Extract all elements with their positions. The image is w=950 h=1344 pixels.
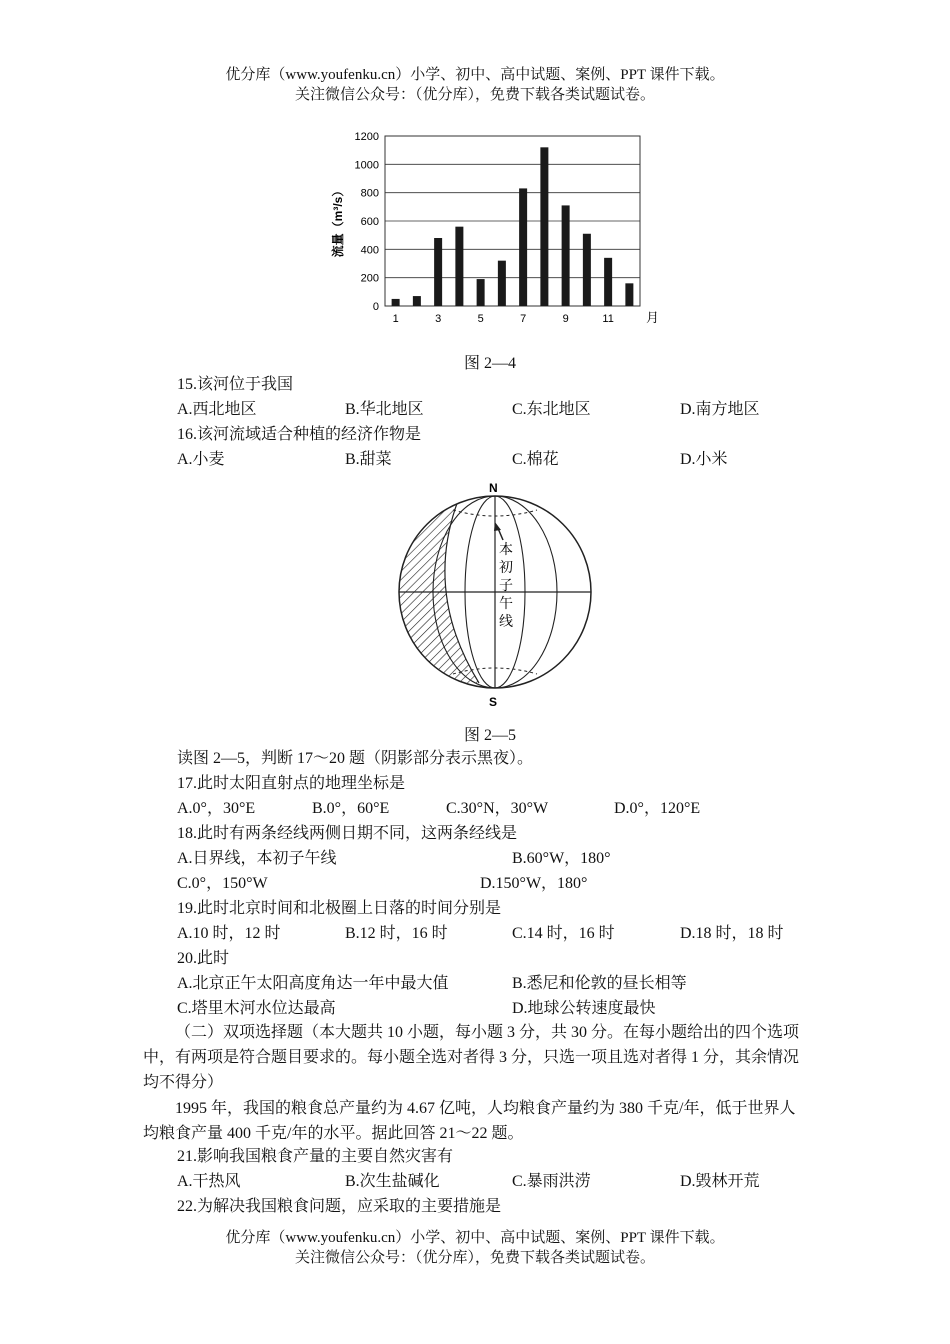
header-line-2: 关注微信公众号：（优分库），免费下载各类试题试卷。 — [294, 87, 655, 103]
q19-option-a[interactable]: A.10 时，12 时 — [177, 925, 281, 942]
question-18-stem: 18.此时有两条经线两侧日期不同，这两条经线是 — [177, 825, 518, 842]
q15-option-c[interactable]: C.东北地区 — [512, 401, 591, 418]
globe-diagram — [375, 478, 615, 708]
q15-option-d[interactable]: D.南方地区 — [680, 401, 760, 418]
q17-option-d[interactable]: D.0°，120°E — [614, 800, 701, 817]
y-tick-label: 800 — [360, 187, 379, 200]
footer-line-2: 关注微信公众号：（优分库），免费下载各类试题试卷。 — [294, 1250, 655, 1266]
q17-option-c[interactable]: C.30°N，30°W — [446, 800, 549, 817]
q19-option-d[interactable]: D.18 时，18 时 — [680, 925, 784, 942]
y-tick-label: 200 — [360, 272, 379, 285]
q20-option-b[interactable]: B.悉尼和伦敦的昼长相等 — [512, 975, 687, 992]
q16-option-c[interactable]: C.棉花 — [512, 451, 559, 468]
meridian-label-char: 线 — [499, 613, 513, 629]
question-16-stem: 16.该河流域适合种植的经济作物是 — [177, 426, 422, 443]
question-20-stem: 20.此时 — [177, 950, 230, 967]
bar-month-3 — [434, 238, 442, 306]
intro-17-20: 读图 2—5，判断 17～20 题（阴影部分表示黑夜）。 — [177, 750, 534, 767]
q20-option-a[interactable]: A.北京正午太阳高度角达一年中最大值 — [177, 975, 449, 992]
q18-option-d[interactable]: D.150°W，180° — [480, 875, 588, 892]
header-line-1: 优分库（www.youfenku.cn）小学、初中、高中试题、案例、PPT 课件下载。 — [225, 67, 725, 83]
y-tick-label: 400 — [360, 244, 379, 257]
q17-option-a[interactable]: A.0°，30°E — [177, 800, 256, 817]
question-19-stem: 19.此时北京时间和北极圈上日落的时间分别是 — [177, 900, 502, 917]
q21-option-b[interactable]: B.次生盐碱化 — [345, 1173, 440, 1190]
x-tick-label: 3 — [435, 313, 442, 325]
q17-option-b[interactable]: B.0°，60°E — [312, 800, 390, 817]
bar-month-2 — [413, 296, 421, 306]
q21-option-d[interactable]: D.毁林开荒 — [680, 1173, 760, 1190]
question-21-stem: 21.影响我国粮食产量的主要自然灾害有 — [177, 1148, 454, 1165]
x-tick-label: 1 — [392, 313, 399, 325]
question-22-stem: 22.为解决我国粮食问题，应采取的主要措施是 — [177, 1198, 502, 1215]
q19-option-c[interactable]: C.14 时，16 时 — [512, 925, 615, 942]
meridian-label-char: 本 — [499, 541, 513, 557]
night-shade — [375, 478, 479, 698]
x-tick-label: 11 — [602, 313, 614, 325]
bar-month-8 — [540, 147, 548, 306]
passage-21-22: 1995 年，我国的粮食总产量约为 4.67 亿吨，人均粮食产量约为 380 千克/年，低于世界人均粮食产量 400 千克/年的水平。据此回答 21～22 题。 — [143, 1100, 796, 1142]
x-tick-label: 7 — [520, 313, 527, 325]
q18-option-c[interactable]: C.0°，150°W — [177, 875, 268, 892]
q20-option-c[interactable]: C.塔里木河水位达最高 — [177, 1000, 336, 1017]
q15-option-a[interactable]: A.西北地区 — [177, 401, 257, 418]
bar-month-5 — [477, 279, 485, 306]
q19-option-b[interactable]: B.12 时，16 时 — [345, 925, 448, 942]
q21-option-a[interactable]: A.干热风 — [177, 1173, 241, 1190]
south-label: S — [489, 695, 498, 708]
bar-month-12 — [625, 283, 633, 306]
bar-month-9 — [562, 205, 570, 306]
flow-bar-chart — [320, 128, 680, 358]
q16-option-d[interactable]: D.小米 — [680, 451, 728, 468]
meridian-label-char: 初 — [499, 559, 513, 575]
bar-month-4 — [455, 227, 463, 306]
bar-month-7 — [519, 188, 527, 306]
question-17-stem: 17.此时太阳直射点的地理坐标是 — [177, 775, 406, 792]
y-tick-label: 600 — [360, 216, 379, 228]
footer-line-1: 优分库（www.youfenku.cn）小学、初中、高中试题、案例、PPT 课件下载。 — [225, 1230, 725, 1246]
q20-option-d[interactable]: D.地球公转速度最快 — [512, 1000, 656, 1017]
bar-month-10 — [583, 234, 591, 306]
arrow-head-icon — [494, 522, 501, 531]
y-tick-label: 0 — [372, 301, 379, 313]
y-axis-label: 流量（m³/s） — [331, 184, 345, 258]
bar-month-6 — [498, 261, 506, 306]
meridian-label-char: 子 — [499, 577, 513, 593]
y-tick-label: 1200 — [354, 131, 379, 143]
q16-option-a[interactable]: A.小麦 — [177, 451, 225, 468]
q15-option-b[interactable]: B.华北地区 — [345, 401, 424, 418]
bar-month-1 — [392, 299, 400, 306]
q16-option-b[interactable]: B.甜菜 — [345, 451, 392, 468]
q21-option-c[interactable]: C.暴雨洪涝 — [512, 1173, 591, 1190]
x-tick-label: 5 — [477, 313, 484, 325]
x-tick-label: 9 — [562, 313, 569, 325]
figure-2-5-caption: 图 2—5 — [463, 727, 516, 744]
north-label: N — [489, 481, 498, 495]
q18-option-b[interactable]: B.60°W，180° — [512, 850, 611, 867]
y-tick-label: 1000 — [354, 159, 379, 172]
figure-2-4-caption: 图 2—4 — [463, 355, 516, 372]
question-15-stem: 15.该河位于我国 — [177, 376, 294, 393]
q18-option-a[interactable]: A.日界线，本初子午线 — [177, 850, 337, 867]
meridian-label-char: 午 — [499, 595, 513, 611]
x-axis-label: 月 — [646, 310, 660, 325]
section-2-instructions: （二）双项选择题（本大题共 10 小题，每小题 3 分，共 30 分。在每小题给出的四个选项中，有两项是符合题目要求的。每小题全选对者得 3 分，只选一项且选对者得 1 分，其余情况均不得分） — [143, 1024, 800, 1091]
bar-month-11 — [604, 258, 612, 306]
